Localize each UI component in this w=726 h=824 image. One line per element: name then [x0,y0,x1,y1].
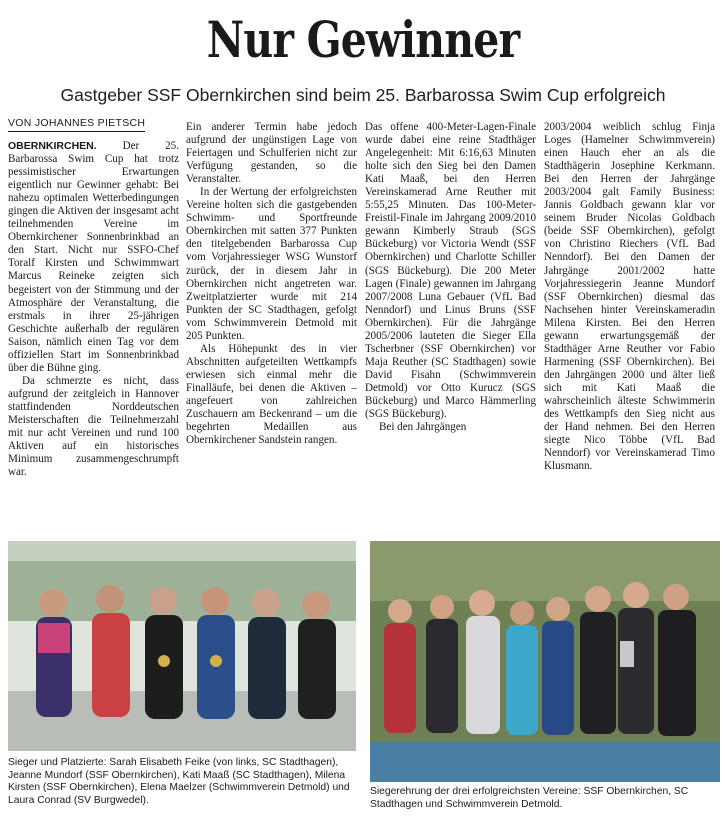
paragraph: Als Höhepunkt des in vier Abschnitten aufgeteilten Wettkampfs erwiesen sich einmal mehr die Finalläufe, bei denen die Aktiven – angefeuert von zahlreichen Zuschauern am Beckenrand – um die begehrten Medaillen aus Obernkirchener Sandstein rangen. [186,342,357,447]
photo-team-award [370,541,720,782]
article-column-3 [365,121,536,531]
paragraph: Das offene 400-Meter-Lagen-Finale wurde dabei eine reine Stadthäger Angelegenheit: Mit 6:16,63 Minuten holte sich den Sieg bei den Damen Kati Maaß, bei den Herren Vereinskamerad Arne Reuther mit 5:55,25 Minuten. Das 100-Meter-Freistil-Finale im Jahrgang 2009/2010 gewann Kimberly Straub (SGS Bückeburg) vor Victoria Wendt (SSF Obernkirchen) und Charlotte Schiller (SGS Bückeburg). Die 200 Meter Lagen (Finale) gewannen im Jahrgang 2007/2008 Luna Gebauer (VfL Bad Nenndorf) und Linus Bruns (SSF Obernkirchen). Für die Jahrgänge 2005/2006 lauteten die Sieger Ella Tscherbner (SSF Obernkirchen) vor Maja Reuther (SC Stadthagen) sowie David Fisahn (Schwimmverein Detmold) vor Otto Kurucz (SGS Bückeburg) und Marco Hämmerling (SGS Bückeburg). [365,121,536,421]
photo-swimmers-illustration [8,541,356,751]
photo-caption-1: Sieger und Platzierte: Sarah Elisabeth Feike (von links, SC Stadthagen), Jeanne Mundorf (SSF Obernkirchen), Kati Maaß (SC Stadthagen), Milena Kirsten (SSF Obernkirchen), Elena Maelzer (Schwimmverein Detmold) und Laura Conrad (SV Burgwedel). [8,757,350,806]
article-column-4 [544,121,715,531]
subheadline: Gastgeber SSF Obernkirchen sind beim 25. Barbarossa Swim Cup erfolgreich [60,85,666,105]
photo-swimmers-medals [8,541,356,751]
paragraph: 2003/2004 weiblich schlug Finja Loges (Hamelner Schwimmverein) einen Hauch eher an als die Stadthägerin Josephine Kerkmann. Bei den Herren der Jahrgänge 2003/2004 galt Family Business: Jannis Goldbach gewann klar vor seinem Bruder Nicolas Goldbach (beide SSF Obernkirchen), gefolgt von Christino Riechers (VfL Bad Nenndorf). Bei den Damen der Jahrgänge 2001/2002 hatte Vorjahressiegerin Jeanne Mundorf (SSF Obernkirchen) diesmal das Nachsehen hinter Vereinskameradin Milena Kirsten. Bei den Herren gewann erwartungsgemäß der Stadthäger Arne Reuther vor Fabio Harmening (SSF Obernkirchen). Bei den Jahrgängen 2000 und älter ließ sich mit Kati Maaß die wahrscheinlich älteste Schwimmerin des Wettkampfs den Sieg nicht aus der Hand nehmen. Bei den Herren siegte Nico Többe (VfL Bad Nenndorf) vor Vereinskamerad Timo Klusmann. [544,121,715,473]
paragraph: Ein anderer Termin habe jedoch aufgrund der ungünstigen Lage von Feiertagen und Schulferien nicht zur Verfügung gestanden, so die Veranstalter. [186,121,357,186]
headline: Nur Gewinner [206,10,520,69]
paragraph: Da schmerzte es nicht, dass aufgrund der zeitgleich in Hannover stattfindenden Norddeutschen Meisterschaften die Teilnehmerzahl mit nur acht Vereinen und rund 100 Aktiven auf ein historisches Minimum zusammengeschrumpft war. [8,374,179,479]
paragraph [8,140,179,375]
paragraph: In der Wertung der erfolgreichsten Vereine holten sich die gastgebenden Schwimm- und Sportfreunde Obernkirchen mit satten 377 Punkten den titelgebenden Barbarossa Cup vom Vorjahressieger WSG Wunstorf zurück, der in diesem Jahr in Obernkirchen nicht angetreten war. Zweitplatzierter wurde mit 214 Punkten der SC Stadthagen, gefolgt vom Schwimmverein Detmold mit 205 Punkten. [186,186,357,342]
paragraph: Bei den Jahrgängen [379,421,467,434]
byline: VON JOHANNES PIETSCH [8,117,145,132]
article-column-2 [186,121,357,531]
paragraph-text: Der 25. Barbarossa Swim Cup hat trotz pessimistischer Erwartungen eigentlich nur Gewinner gehabt: Bei nahezu optimalen Wetterbedingungen gingen die Aktiven der insgesamt acht teilnehmenden Vereine im Obernkirchener Sonnenbrinkbad an den Start. Nicht nur SSFO-Chef Toralf Kirsten und Schwimmwart Marcus Reineke zeigten sich begeistert von der Stimmung und der Atmosphäre der Veranstaltung, die erstmals in ihrer 25-jährigen Geschichte außerhalb der regulären Saison, nämlich einen Tag vor dem offiziellen Start im Sonnenbrinkbad über die Bühne ging. [8,140,179,374]
photo-team-illustration [370,541,720,782]
dateline: OBERNKIRCHEN. [8,140,97,152]
article-column-1 [8,140,179,532]
photo-caption-2: Siegerehrung der drei erfolgreichsten Vereine: SSF Obernkirchen, SC Stadthagen und Schwimmverein Detmold. [370,786,689,810]
